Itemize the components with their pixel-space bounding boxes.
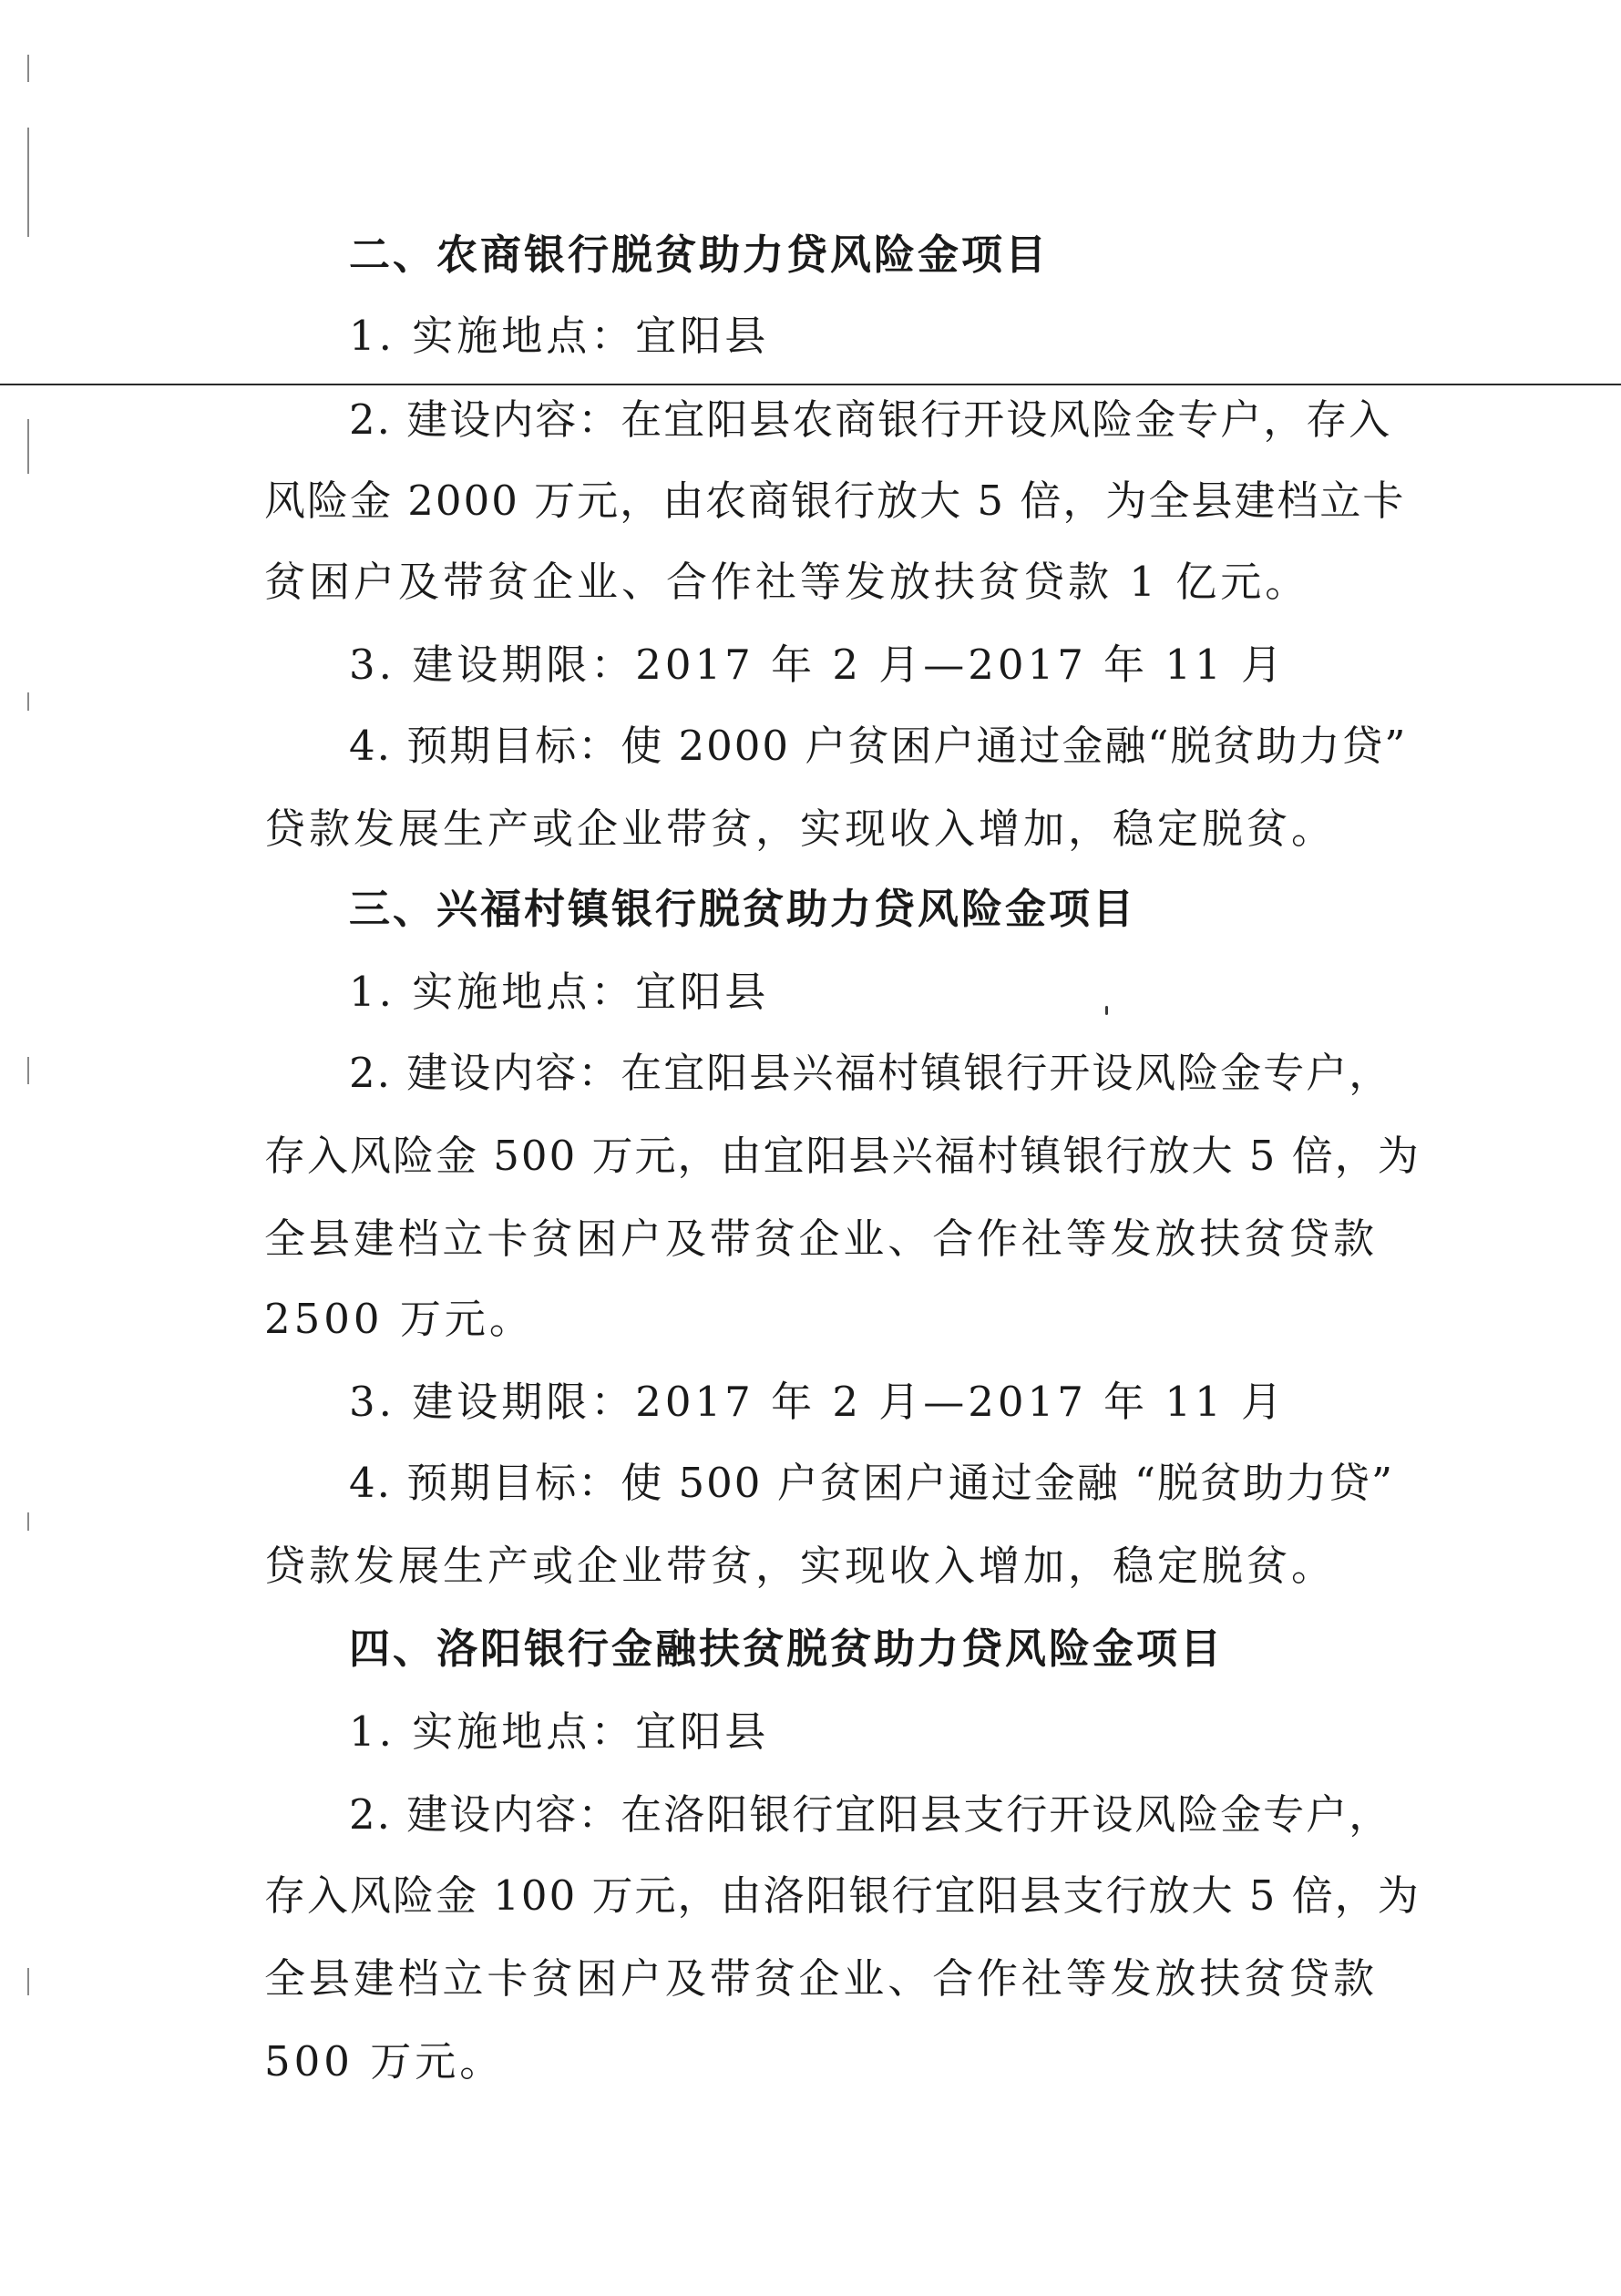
section3-location: 1. 实施地点：宜阳县 bbox=[349, 968, 770, 1016]
section2-content-line: 风险金 2000 万元，由农商银行放大 5 倍，为全县建档立卡 bbox=[264, 477, 1406, 525]
section4-location: 1. 实施地点：宜阳县 bbox=[349, 1707, 770, 1756]
section2-content-line: 2. 建设内容：在宜阳县农商银行开设风险金专户，存入 bbox=[349, 395, 1392, 444]
section2-location: 1. 实施地点：宜阳县 bbox=[349, 312, 770, 360]
section-heading-2: 二、农商银行脱贫助力贷风险金项目 bbox=[349, 231, 1050, 279]
section-heading-3: 三、兴福村镇银行脱贫助力贷风险金项目 bbox=[349, 885, 1137, 933]
section3-goal-line: 贷款发展生产或企业带贫，实现收入增加，稳定脱贫。 bbox=[264, 1542, 1337, 1590]
section4-content-line: 全县建档立卡贫困户及带贫企业、合作社等发放扶贫贷款 bbox=[264, 1954, 1376, 2003]
section4-content-line: 存入风险金 100 万元，由洛阳银行宜阳县支行放大 5 倍，为 bbox=[264, 1871, 1421, 1920]
scan-fold-line bbox=[0, 384, 1621, 385]
section4-content-line: 2. 建设内容：在洛阳银行宜阳县支行开设风险金专户， bbox=[349, 1790, 1392, 1839]
section2-period: 3. 建设期限：2017 年 2 月—2017 年 11 月 bbox=[349, 641, 1286, 689]
section3-goal-line: 4. 预期目标：使 500 户贫困户通过金融 “脱贫助力贷” bbox=[349, 1459, 1395, 1507]
section3-content-line: 存入风险金 500 万元，由宜阳县兴福村镇银行放大 5 倍，为 bbox=[264, 1132, 1421, 1180]
binding-hole-marks bbox=[27, 55, 33, 2241]
section4-content-line: 500 万元。 bbox=[264, 2037, 505, 2086]
section2-content-line: 贫困户及带贫企业、合作社等发放扶贫贷款 1 亿元。 bbox=[264, 558, 1310, 606]
section3-content-line: 全县建档立卡贫困户及带贫企业、合作社等发放扶贫贷款 bbox=[264, 1215, 1376, 1263]
section-heading-4: 四、洛阳银行金融扶贫脱贫助力贷风险金项目 bbox=[349, 1625, 1225, 1673]
section3-content-line: 2500 万元。 bbox=[264, 1295, 534, 1343]
scan-speck bbox=[1105, 1006, 1108, 1015]
section2-goal-line: 4. 预期目标：使 2000 户贫困户通过金融“脱贫助力贷” bbox=[349, 722, 1408, 770]
section3-period: 3. 建设期限：2017 年 2 月—2017 年 11 月 bbox=[349, 1378, 1286, 1426]
section2-goal-line: 贷款发展生产或企业带贫，实现收入增加，稳定脱贫。 bbox=[264, 805, 1337, 853]
section3-content-line: 2. 建设内容：在宜阳县兴福村镇银行开设风险金专户， bbox=[349, 1049, 1392, 1097]
